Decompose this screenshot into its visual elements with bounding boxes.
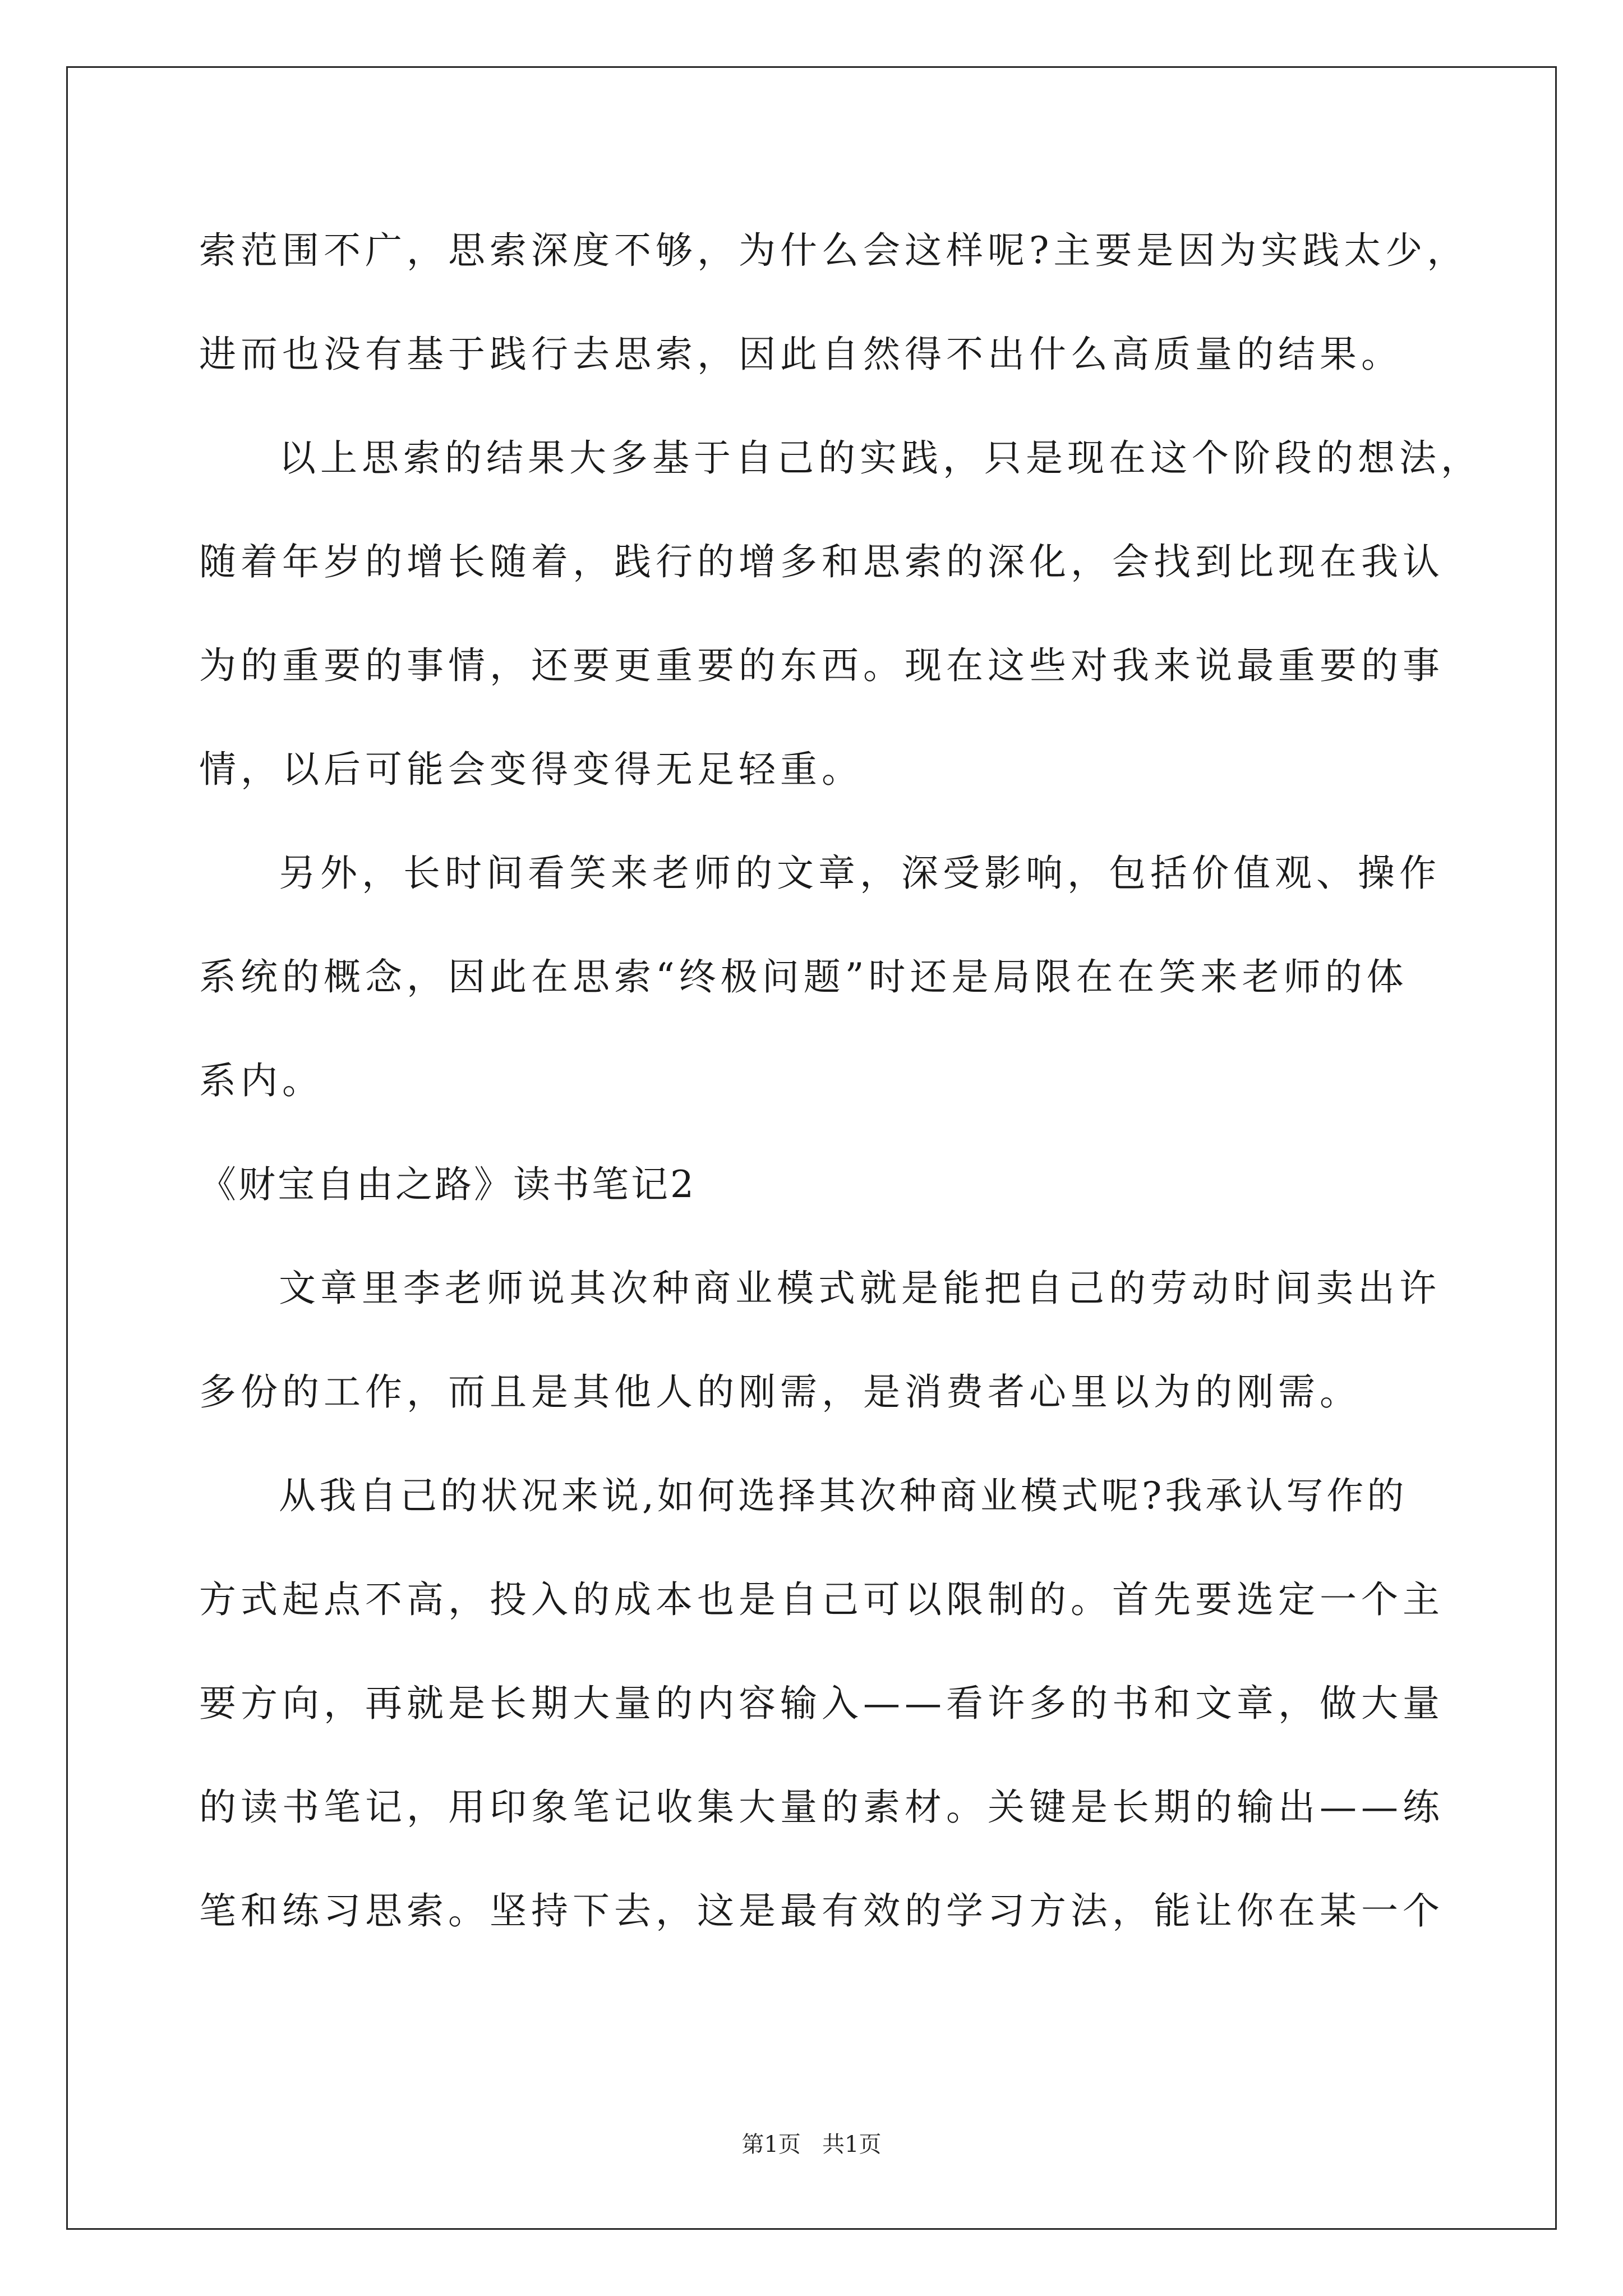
paragraph-start-line: 另外，长时间看笑来老师的文章，深受影响，包括价值观、操作 <box>279 852 1441 895</box>
body-line-16: 的读书笔记，用印象笔记收集大量的素材。关键是长期的输出——练 <box>199 1786 1444 1829</box>
body-line-1: 索范围不广，思索深度不够，为什么会这样呢?主要是因为实践太少， <box>199 229 1469 272</box>
body-line-6: 情，以后可能会变得变得无足轻重。 <box>199 748 863 791</box>
body-line-17: 笔和练习思索。坚持下去，这是最有效的学习方法，能让你在某一个 <box>199 1889 1444 1932</box>
body-line-8: 系统的概念，因此在思索“终极问题”时还是局限在在笑来老师的体 <box>199 955 1408 999</box>
page-footer: 第1页 共1页 <box>741 2132 882 2157</box>
body-line-9: 系内。 <box>199 1059 324 1102</box>
body-line-2: 进而也没有基于践行去思索，因此自然得不出什么高质量的结果。 <box>199 333 1403 376</box>
body-line-14: 方式起点不高，投入的成本也是自己可以限制的。首先要选定一个主 <box>199 1578 1444 1621</box>
body-line-4: 随着年岁的增长随着，践行的增多和思索的深化，会找到比现在我认 <box>199 540 1444 583</box>
body-line-5: 为的重要的事情，还要更重要的东西。现在这些对我来说最重要的事 <box>199 644 1444 687</box>
section-heading: 《财宝自由之路》读书笔记2 <box>199 1163 696 1206</box>
body-line-12: 多份的工作，而且是其他人的刚需，是消费者心里以为的刚需。 <box>199 1370 1361 1414</box>
paragraph-start-line: 以上思索的结果大多基于自己的实践，只是现在这个阶段的想法， <box>279 436 1482 480</box>
paragraph-start-line: 文章里李老师说其次种商业模式就是能把自己的劳动时间卖出许 <box>279 1267 1441 1310</box>
body-line-15: 要方向，再就是长期大量的内容输入——看许多的书和文章，做大量 <box>199 1682 1444 1725</box>
paragraph-start-line: 从我自己的状况来说,如何选择其次种商业模式呢?我承认写作的 <box>279 1474 1408 1517</box>
